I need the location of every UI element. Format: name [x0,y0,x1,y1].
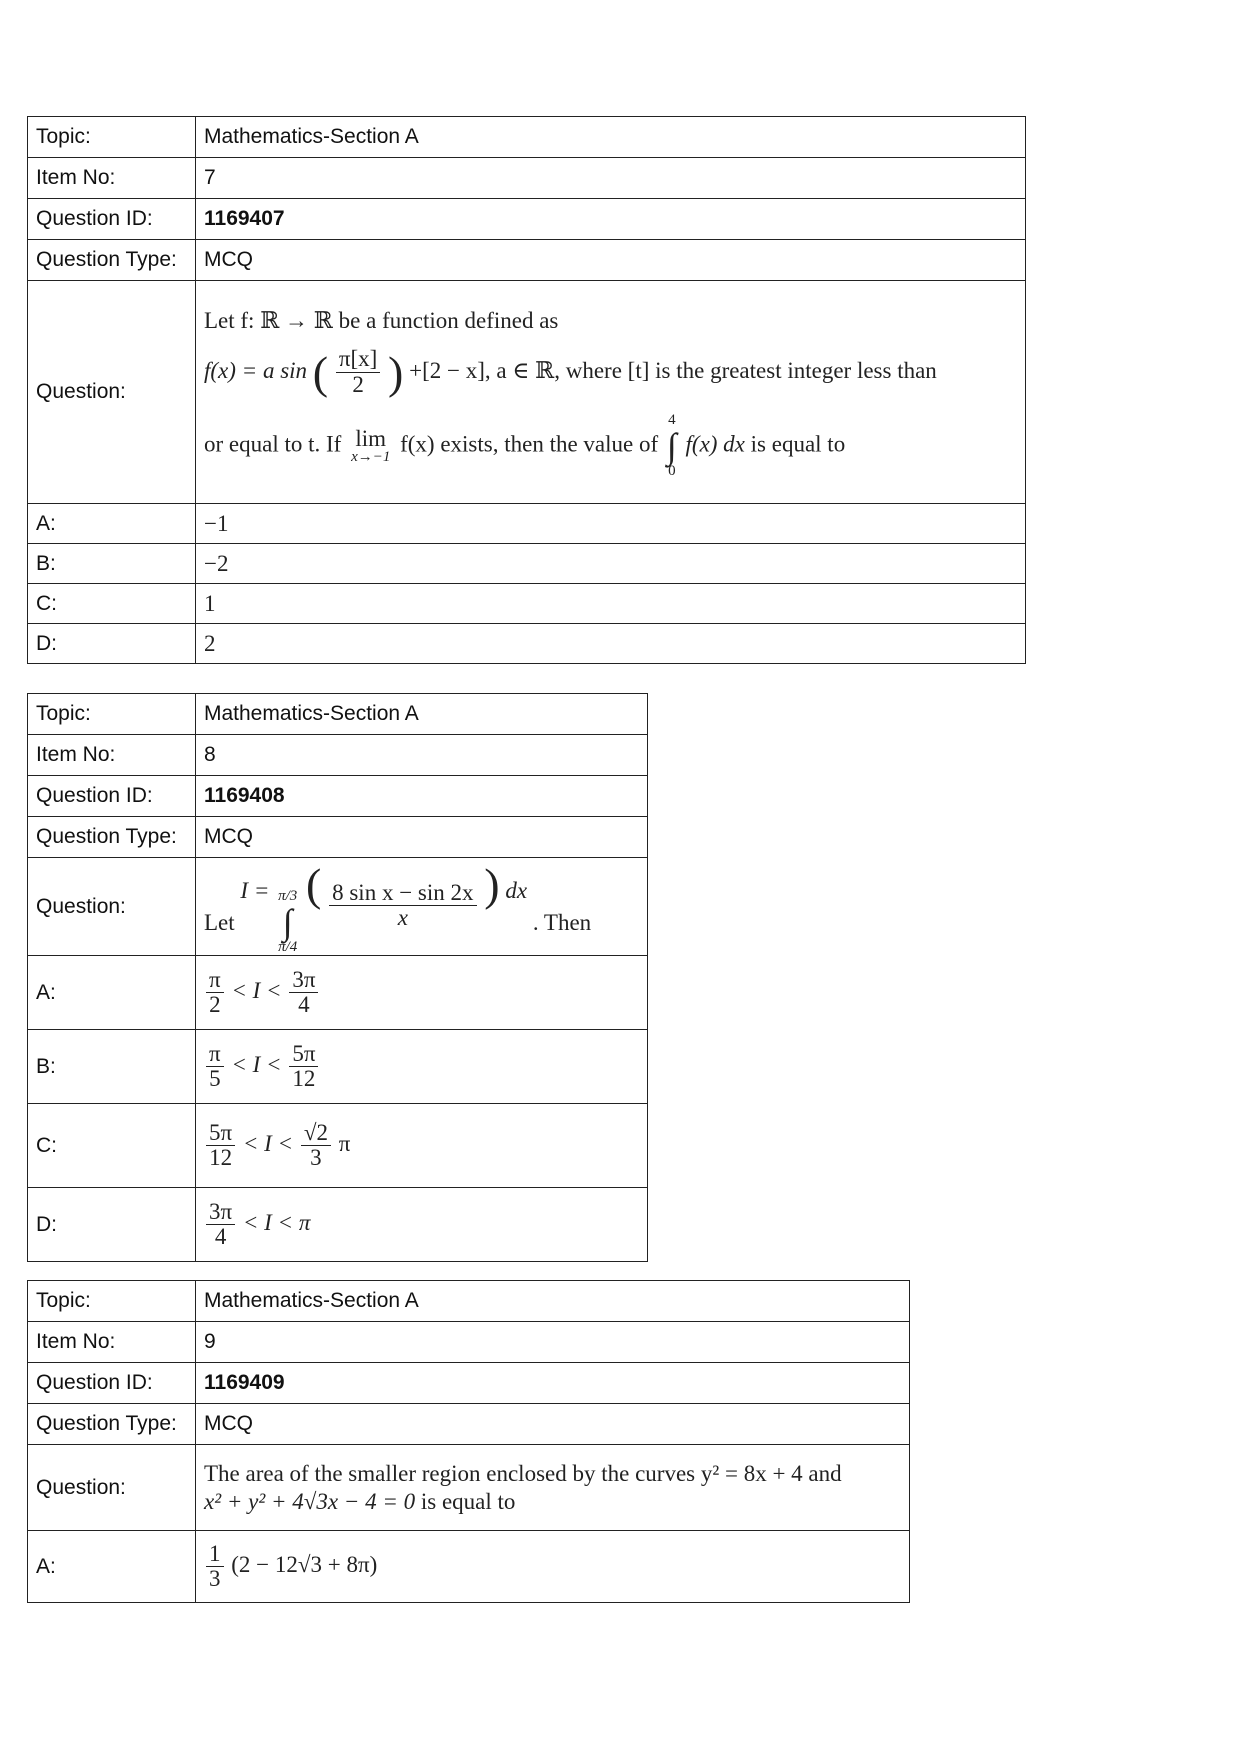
option-row-b [28,544,1026,584]
item-no-label: Item No: [28,735,196,776]
option-row-d [28,624,1026,664]
integrand-fraction [329,881,476,930]
option-row-b [28,1030,648,1104]
option-a-label: A: [28,956,196,1030]
option-c-value [196,1104,648,1188]
item-no-row [28,1322,910,1363]
question-line-1: Let f: ℝ → ℝ be a function defined as [204,307,559,333]
option-row-a [28,1531,910,1603]
question-table-7 [27,116,1026,664]
option-a-expression: (2 − 12√3 + 8π) [231,1551,378,1577]
question-row [28,858,648,956]
integrand-numerator: 8 sin x − sin 2x [329,881,476,906]
coefficient-numerator: 1 [206,1542,224,1567]
question-type-value: MCQ [196,240,1026,281]
question-label: Question: [28,281,196,504]
question-type-row [28,817,648,858]
upper-bound-numerator: √2 [301,1121,331,1146]
lower-bound-numerator: 5π [206,1121,235,1146]
option-row-a [28,956,648,1030]
integral-lower-limit: π/4 [278,939,298,955]
question-id-row [28,776,648,817]
question-id-label: Question ID: [28,199,196,240]
upper-bound-numerator: 5π [289,1042,318,1067]
option-b-value [196,1030,648,1104]
question-id-value: 1169408 [196,776,648,817]
integral-sign-icon: ∫ [666,425,677,466]
lower-bound-denominator: 2 [209,992,221,1017]
option-c-value: 1 [196,584,1026,624]
question-id-row [28,199,1026,240]
topic-label: Topic: [28,1281,196,1322]
fraction [336,347,380,396]
lower-bound-fraction [206,1200,235,1249]
question-row [28,1445,910,1531]
upper-bound-fraction [289,968,318,1017]
upper-bound-fraction [289,1042,318,1091]
coefficient-fraction [206,1542,224,1591]
option-a-value [196,956,648,1030]
question-id-value: 1169409 [196,1363,910,1404]
question-type-value: MCQ [196,817,648,858]
option-b-label: B: [28,544,196,584]
question-table-8 [27,693,648,1262]
integral [667,413,677,479]
question-id-row [28,1363,910,1404]
question-line-2 [204,1489,901,1515]
integrand: f(x) dx [685,430,745,456]
option-row-d [28,1188,648,1262]
option-d-value [196,1188,648,1262]
circle-equation: x² + y² + 4√3x − 4 = 0 [204,1488,416,1514]
integral-upper-limit: 4 [668,411,676,428]
paren-open: ( [312,346,329,398]
question-line-3-start: or equal to t. If [204,430,342,456]
integral-lhs: I = [240,878,270,903]
topic-value: Mathematics-Section A [196,117,1026,158]
question-line-1: The area of the smaller region enclosed by the curves y² = 8x + 4 and [204,1460,842,1486]
lower-bound-numerator: 3π [206,1200,235,1225]
topic-row [28,694,648,735]
lower-bound-denominator: 5 [209,1066,221,1091]
item-no-row [28,158,1026,199]
integral-sign-icon: ∫ [282,902,293,942]
lower-bound-fraction [206,1042,224,1091]
let-word: Let [204,910,235,935]
question-line-3 [204,413,1017,479]
option-b-label: B: [28,1030,196,1104]
question-type-row [28,1404,910,1445]
question-id-label: Question ID: [28,1363,196,1404]
question-id-label: Question ID: [28,776,196,817]
inequality: < I < π [242,1209,311,1235]
differential: dx [505,878,528,903]
paren-open: ( [306,859,322,910]
item-no-label: Item No: [28,1322,196,1363]
item-no-value: 8 [196,735,648,776]
upper-bound-denominator: 4 [298,992,310,1017]
fraction-denominator: 2 [352,371,364,397]
function-expression: f(x) = a sin [204,357,308,383]
option-a-value: −1 [196,504,1026,544]
option-a-label: A: [28,1531,196,1603]
question-row [28,281,1026,504]
question-line-2 [204,346,1017,399]
question-type-label: Question Type: [28,1404,196,1445]
option-d-label: D: [28,1188,196,1262]
integral [278,889,297,955]
option-c-label: C: [28,1104,196,1188]
option-row-c [28,584,1026,624]
question-body [196,858,648,956]
topic-row [28,117,1026,158]
paren-close: ) [388,346,404,398]
option-row-c [28,1104,648,1188]
fraction-numerator: π[x] [336,347,380,372]
option-d-label: D: [28,624,196,664]
question-type-label: Question Type: [28,817,196,858]
limit-subscript: x→−1 [351,448,391,465]
inequality: < I < [231,1051,282,1077]
lower-bound-fraction [206,968,224,1017]
item-no-value: 7 [196,158,1026,199]
upper-bound-denominator: 3 [310,1145,322,1170]
lower-bound-fraction [206,1121,235,1170]
lower-bound-denominator: 12 [209,1145,233,1170]
question-type-label: Question Type: [28,240,196,281]
question-type-row [28,240,1026,281]
option-a-label: A: [28,504,196,544]
pi-factor: π [338,1130,351,1156]
topic-row [28,1281,910,1322]
upper-bound-denominator: 12 [292,1066,316,1091]
question-line-3-end: is equal to [750,430,846,456]
option-d-value: 2 [196,624,1026,664]
option-b-value: −2 [196,544,1026,584]
then-word: . Then [532,910,592,935]
item-no-row [28,735,648,776]
question-id-value: 1169407 [196,199,1026,240]
question-line-2-tail: +[2 − x], a ∈ ℝ, where [t] is the greatest integer less than [409,357,937,383]
upper-bound-fraction [301,1121,331,1170]
topic-label: Topic: [28,117,196,158]
limit-word: lim [355,425,387,451]
question-table-9 [27,1280,910,1603]
coefficient-denominator: 3 [209,1566,221,1591]
topic-label: Topic: [28,694,196,735]
lower-bound-numerator: π [206,968,224,993]
option-row-a [28,504,1026,544]
question-body [196,1445,910,1531]
question-line-2-tail: is equal to [420,1488,516,1514]
option-a-value [196,1531,910,1603]
item-no-label: Item No: [28,158,196,199]
question-body [196,281,1026,504]
integral-lower-limit: 0 [668,462,676,479]
lower-bound-numerator: π [206,1042,224,1067]
question-label: Question: [28,1445,196,1531]
lower-bound-denominator: 4 [214,1224,227,1249]
question-label: Question: [28,858,196,956]
inequality: < I < [231,977,282,1003]
topic-value: Mathematics-Section A [196,694,648,735]
inequality: < I < [242,1130,294,1156]
integral-upper-limit: π/3 [278,888,298,904]
option-c-label: C: [28,584,196,624]
question-line-3-middle: f(x) exists, then the value of [400,430,659,456]
topic-value: Mathematics-Section A [196,1281,910,1322]
limit-operator [351,427,390,465]
item-no-value: 9 [196,1322,910,1363]
question-type-value: MCQ [196,1404,910,1445]
paren-close: ) [484,859,500,910]
upper-bound-numerator: 3π [289,968,318,993]
integrand-denominator: x [397,905,408,931]
